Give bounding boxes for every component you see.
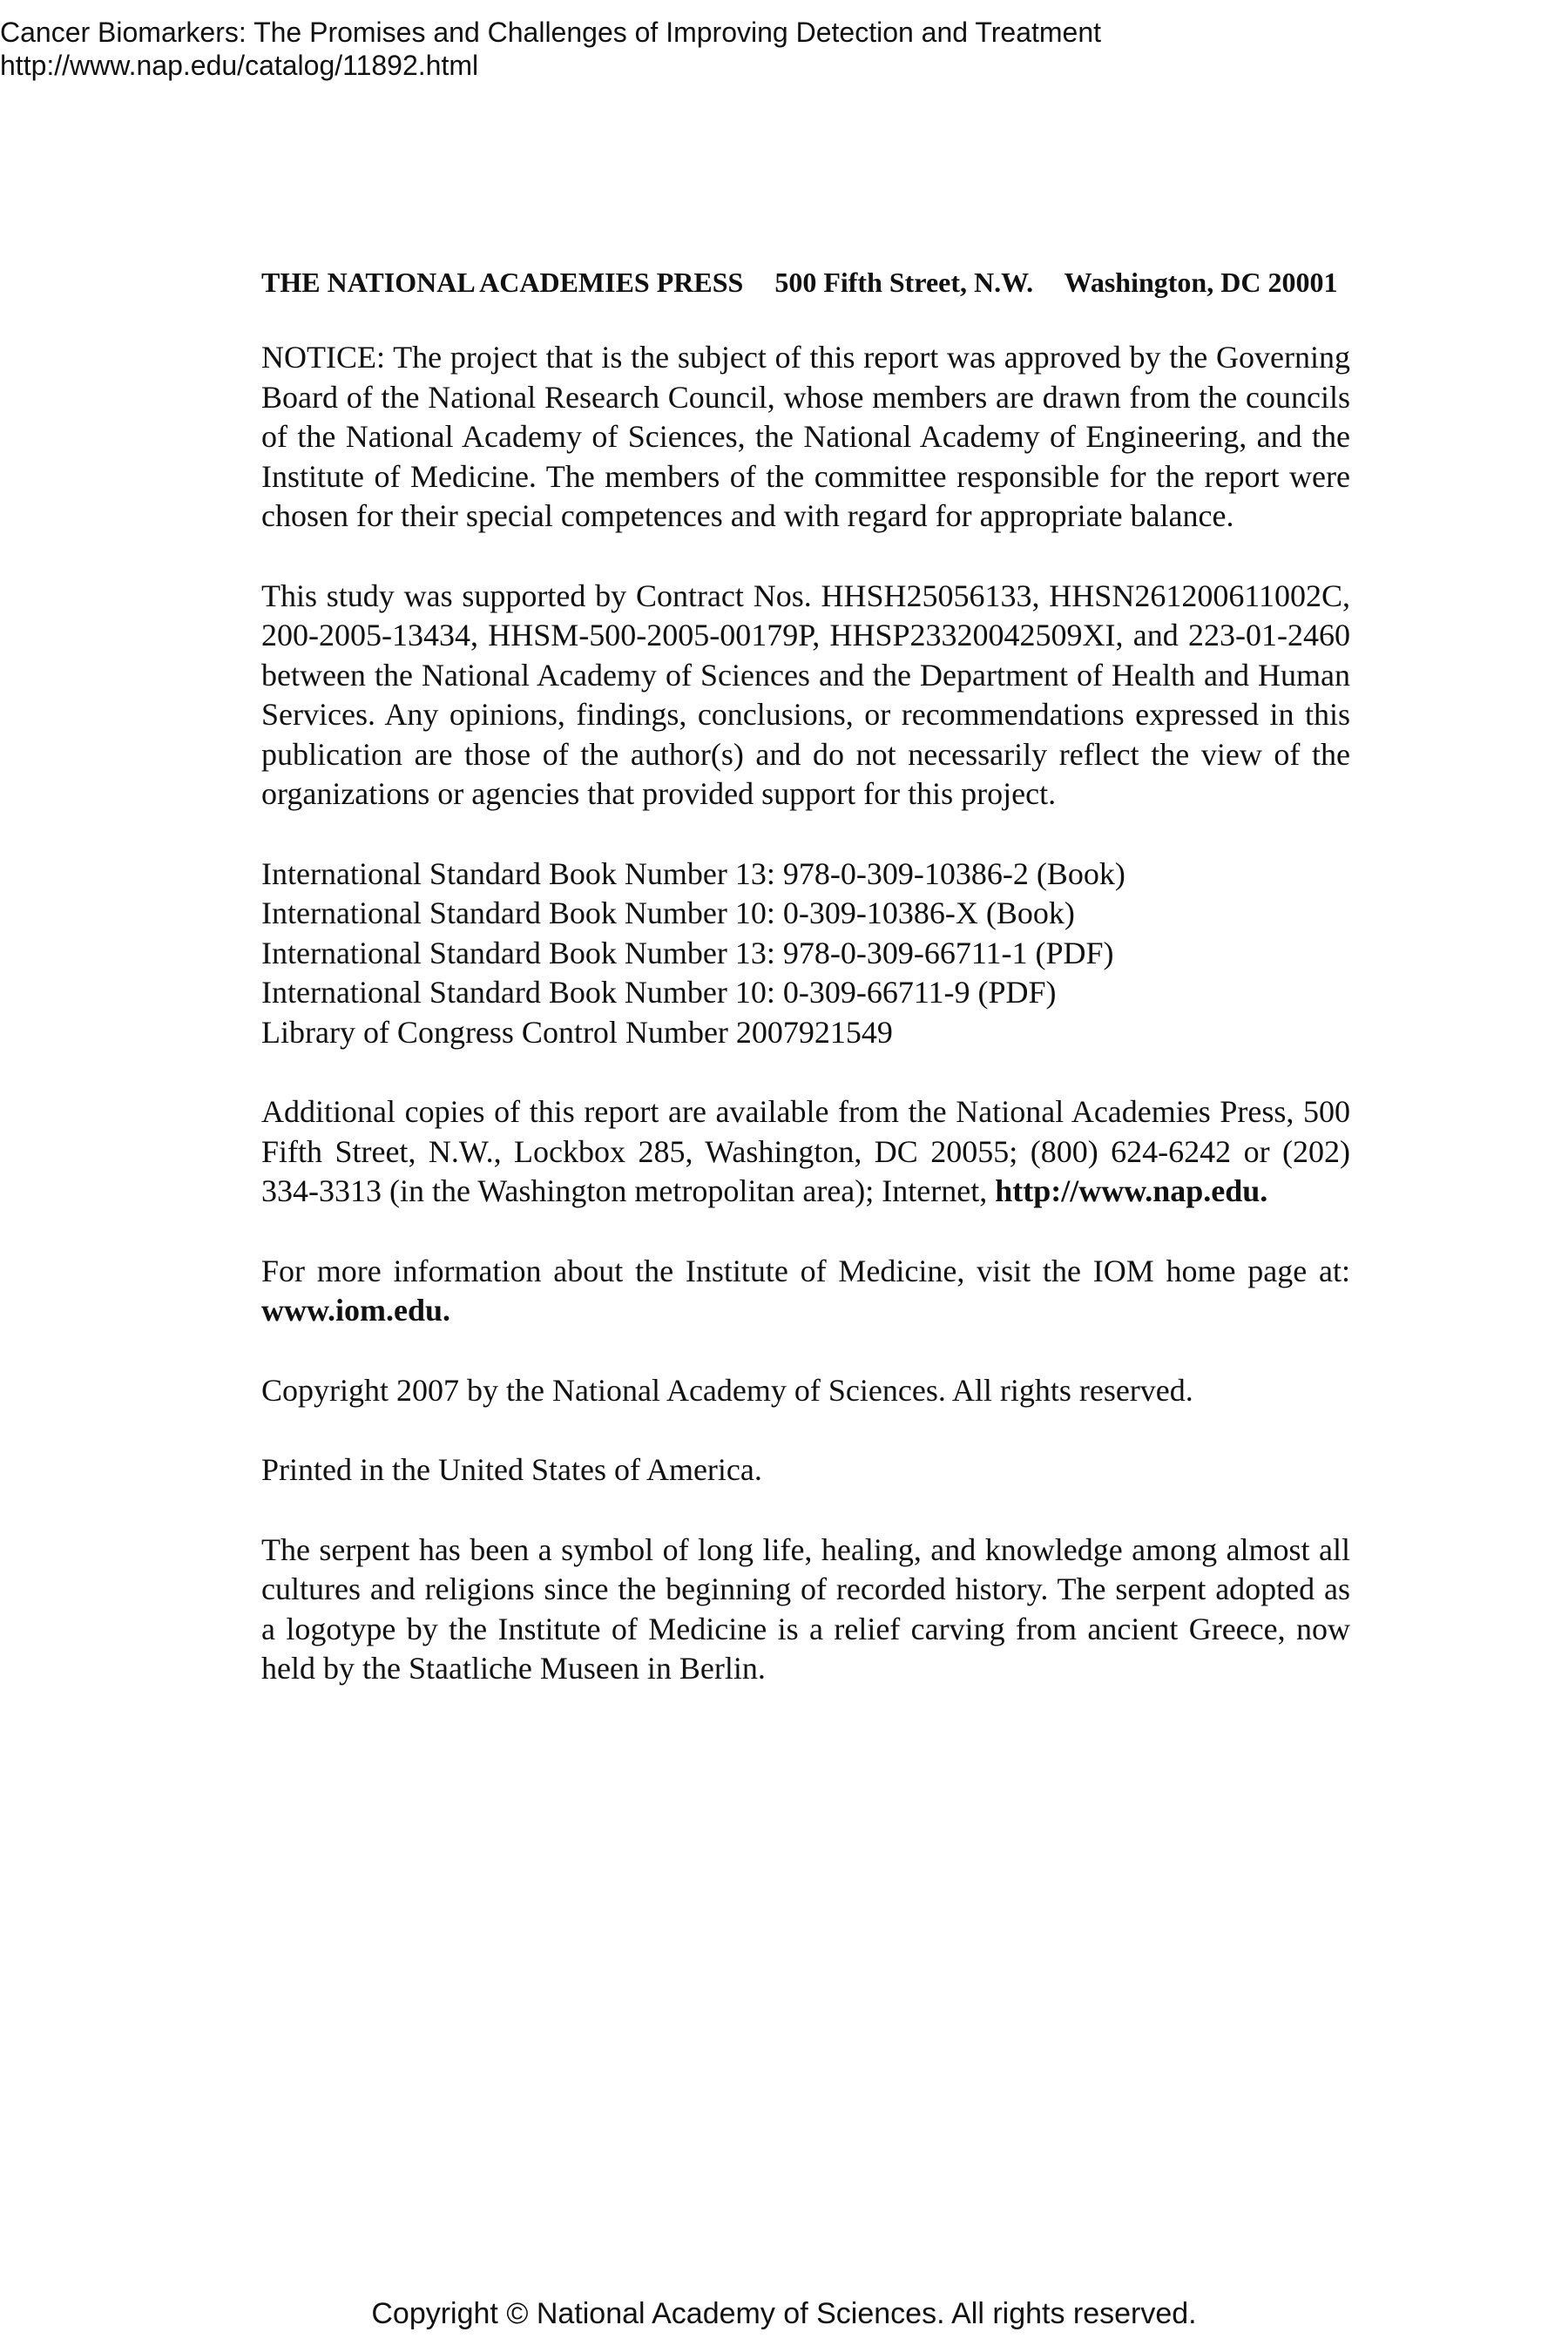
notice-paragraph: NOTICE: The project that is the subject of this report was approved by the Governing Board of the National Research Council, whose members are drawn from the councils of the National Academy of Sciences, the National Academy of Engineering, and the Institute of Medicine. The members of the committee responsible for the report were chosen for their special competences and with regard for appropriate balance.: [261, 340, 1350, 533]
page-footer: Copyright © National Academy of Sciences. All rights reserved.: [371, 2297, 1197, 2330]
isbn-line: International Standard Book Number 13: 978-0-309-66711-1 (PDF): [261, 935, 1114, 970]
more-info-text: For more information about the Institute of Medicine, visit the IOM home page at:: [261, 1253, 1350, 1288]
press-address-line: [261, 261, 1350, 303]
isbn-line: International Standard Book Number 10: 0-309-10386-X (Book): [261, 896, 1075, 930]
iom-link[interactable]: www.iom.edu.: [261, 1293, 451, 1328]
copyright-page-body: [261, 261, 1350, 1729]
isbn-block: [261, 855, 1350, 1053]
isbn-line: International Standard Book Number 13: 978-0-309-10386-2 (Book): [261, 855, 1125, 891]
press-name: THE NATIONAL ACADEMIES PRESS: [261, 267, 744, 298]
printed-paragraph: Printed in the United States of America.: [261, 1452, 762, 1487]
copyright-paragraph: Copyright 2007 by the National Academy of Sciences. All rights reserved.: [261, 1372, 1193, 1408]
catalog-url[interactable]: http://www.nap.edu/catalog/11892.html: [0, 50, 479, 81]
copies-text: Additional copies of this report are available from the National Academies Press, 500 Fifth Street, N.W., Lockbox 285, Washington, DC 20055; (800) 624-6242 or (202) 334-3313 (in the Washington metropolitan area); Internet,: [261, 1094, 1350, 1208]
support-paragraph: This study was supported by Contract Nos. HHSH25056133, HHSN261200611002C, 200-2005-13434, HHSM-500-2005-00179P, HHSP23320042509XI, and 223-01-2460 between the National Academy of Sciences and the Department of Health and Human Services. Any opinions, findings, conclusions, or recommendations expressed in this publication are those of the author(s) and do not necessarily reflect the view of the organizations or agencies that provided support for this project.: [261, 578, 1350, 811]
more-info-paragraph: [261, 1252, 1350, 1331]
press-street: 500 Fifth Street, N.W.: [774, 267, 1034, 298]
isbn-line: International Standard Book Number 10: 0-309-66711-9 (PDF): [261, 975, 1057, 1010]
copies-paragraph: [261, 1092, 1350, 1212]
press-city: Washington, DC 20001: [1064, 267, 1338, 298]
book-title: Cancer Biomarkers: The Promises and Challenges of Improving Detection and Treatment: [0, 17, 1102, 48]
nap-link[interactable]: http://www.nap.edu.: [995, 1173, 1268, 1208]
serpent-paragraph: The serpent has been a symbol of long life, healing, and knowledge among almost all cultures and religions since the beginning of recorded history. The serpent adopted as a logotype by the Institute of Medicine is a relief carving from ancient Greece, now held by the Staatliche Museen in Berlin.: [261, 1531, 1350, 1686]
running-header: [0, 16, 1101, 82]
lccn-line: Library of Congress Control Number 2007921549: [261, 1014, 893, 1050]
